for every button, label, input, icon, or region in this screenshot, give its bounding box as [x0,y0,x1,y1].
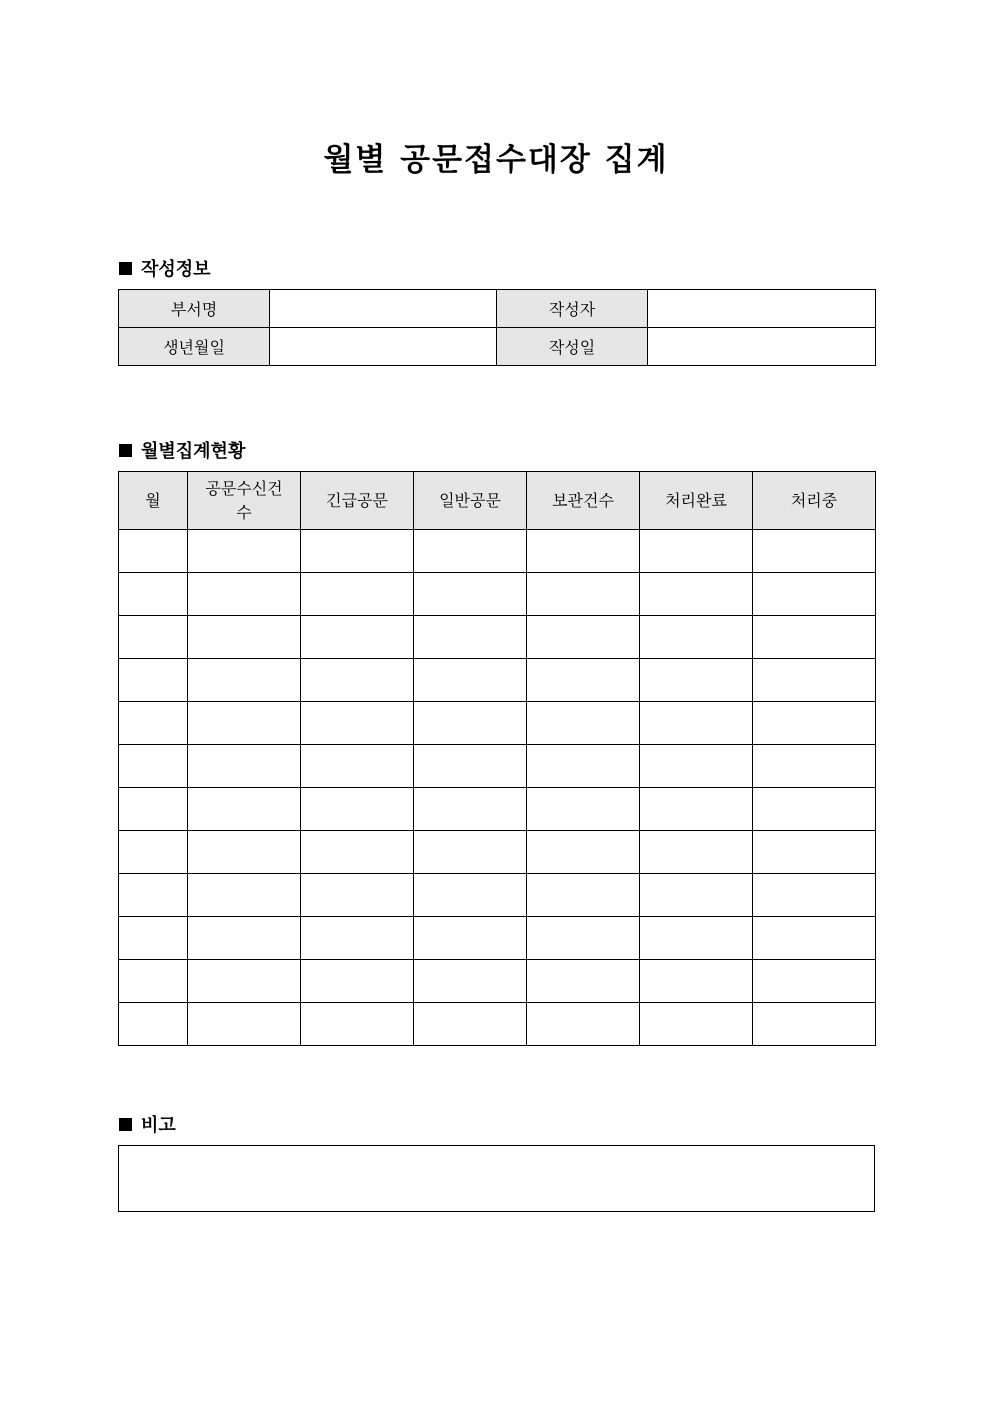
table-cell[interactable] [527,616,640,659]
table-cell[interactable] [527,831,640,874]
table-cell[interactable] [527,530,640,573]
square-bullet-icon [119,1118,132,1131]
table-row [119,917,876,960]
table-cell[interactable] [753,616,876,659]
section-title-info-text: 작성정보 [141,259,211,280]
table-cell[interactable] [640,616,753,659]
table-row [119,702,876,745]
section-title-monthly-text: 월별집계현황 [141,441,246,462]
table-cell[interactable] [301,960,414,1003]
table-cell[interactable] [640,1003,753,1046]
table-row [119,1003,876,1046]
table-cell[interactable] [640,530,753,573]
table-cell[interactable] [527,745,640,788]
header-received-count: 공문수신건수 [188,472,301,530]
table-cell[interactable] [188,702,301,745]
table-cell[interactable] [414,659,527,702]
table-cell[interactable] [119,831,188,874]
table-cell[interactable] [640,874,753,917]
table-cell[interactable] [640,745,753,788]
table-row [119,659,876,702]
table-cell[interactable] [414,917,527,960]
table-row [119,831,876,874]
author-label: 작성자 [497,290,648,328]
table-cell[interactable] [527,1003,640,1046]
section-title-remarks-text: 비고 [141,1115,176,1136]
table-cell[interactable] [527,573,640,616]
table-cell[interactable] [414,702,527,745]
remarks-field[interactable] [118,1145,875,1212]
table-cell[interactable] [301,874,414,917]
table-cell[interactable] [301,573,414,616]
info-row [119,290,876,328]
table-cell[interactable] [527,874,640,917]
table-row [119,788,876,831]
table-cell[interactable] [119,917,188,960]
table-cell[interactable] [188,960,301,1003]
table-cell[interactable] [301,1003,414,1046]
table-cell[interactable] [188,1003,301,1046]
table-row [119,616,876,659]
table-cell[interactable] [119,659,188,702]
square-bullet-icon [119,444,132,457]
table-cell[interactable] [414,788,527,831]
table-cell[interactable] [640,788,753,831]
table-row [119,874,876,917]
birthdate-label: 생년월일 [119,328,270,366]
monthly-table-body [119,530,876,1046]
table-cell[interactable] [640,659,753,702]
header-archived: 보관건수 [527,472,640,530]
table-cell[interactable] [527,788,640,831]
table-cell[interactable] [753,1003,876,1046]
table-cell[interactable] [301,917,414,960]
table-cell[interactable] [119,1003,188,1046]
table-cell[interactable] [119,616,188,659]
table-cell[interactable] [527,960,640,1003]
table-cell[interactable] [753,831,876,874]
table-cell[interactable] [188,616,301,659]
monthly-header-row [119,472,876,530]
table-cell[interactable] [301,616,414,659]
table-cell[interactable] [188,788,301,831]
table-row [119,530,876,573]
table-cell[interactable] [527,659,640,702]
table-cell[interactable] [119,573,188,616]
dept-field[interactable] [270,290,497,328]
table-cell[interactable] [753,659,876,702]
table-cell[interactable] [414,530,527,573]
section-title-info [119,255,211,281]
monthly-table [118,471,876,1046]
header-in-progress: 처리중 [753,472,876,530]
section-title-remarks [119,1111,176,1137]
table-cell[interactable] [414,874,527,917]
header-urgent: 긴급공문 [301,472,414,530]
table-cell[interactable] [414,960,527,1003]
table-cell[interactable] [640,960,753,1003]
table-cell[interactable] [753,874,876,917]
table-cell[interactable] [188,530,301,573]
table-cell[interactable] [753,702,876,745]
table-row [119,745,876,788]
table-cell[interactable] [119,530,188,573]
header-general: 일반공문 [414,472,527,530]
table-cell[interactable] [753,573,876,616]
table-cell[interactable] [753,745,876,788]
table-cell[interactable] [301,702,414,745]
dept-label: 부서명 [119,290,270,328]
table-cell[interactable] [753,917,876,960]
table-cell[interactable] [753,788,876,831]
table-cell[interactable] [414,1003,527,1046]
table-cell[interactable] [188,659,301,702]
table-cell[interactable] [119,702,188,745]
table-cell[interactable] [188,917,301,960]
page-title: 월별 공문접수대장 집계 [323,142,669,178]
table-cell[interactable] [188,874,301,917]
birthdate-field[interactable] [270,328,497,366]
table-cell[interactable] [414,745,527,788]
date-label: 작성일 [497,328,648,366]
header-completed: 처리완료 [640,472,753,530]
table-cell[interactable] [301,788,414,831]
table-cell[interactable] [753,530,876,573]
table-cell[interactable] [414,573,527,616]
table-cell[interactable] [527,917,640,960]
table-cell[interactable] [414,831,527,874]
table-cell[interactable] [119,874,188,917]
author-field[interactable] [648,290,876,328]
table-cell[interactable] [188,573,301,616]
section-title-monthly [119,437,245,463]
table-cell[interactable] [119,745,188,788]
table-cell[interactable] [753,960,876,1003]
info-row [119,328,876,366]
table-cell[interactable] [527,702,640,745]
table-cell[interactable] [640,917,753,960]
table-cell[interactable] [119,788,188,831]
table-cell[interactable] [640,831,753,874]
info-table [118,289,876,366]
table-cell[interactable] [301,745,414,788]
date-field[interactable] [648,328,876,366]
table-row [119,960,876,1003]
table-cell[interactable] [640,573,753,616]
table-cell[interactable] [301,831,414,874]
table-cell[interactable] [188,745,301,788]
table-cell[interactable] [414,616,527,659]
table-cell[interactable] [119,960,188,1003]
square-bullet-icon [119,262,132,275]
table-cell[interactable] [301,530,414,573]
table-cell[interactable] [301,659,414,702]
table-cell[interactable] [640,702,753,745]
table-cell[interactable] [188,831,301,874]
header-month: 월 [119,472,188,530]
table-row [119,573,876,616]
